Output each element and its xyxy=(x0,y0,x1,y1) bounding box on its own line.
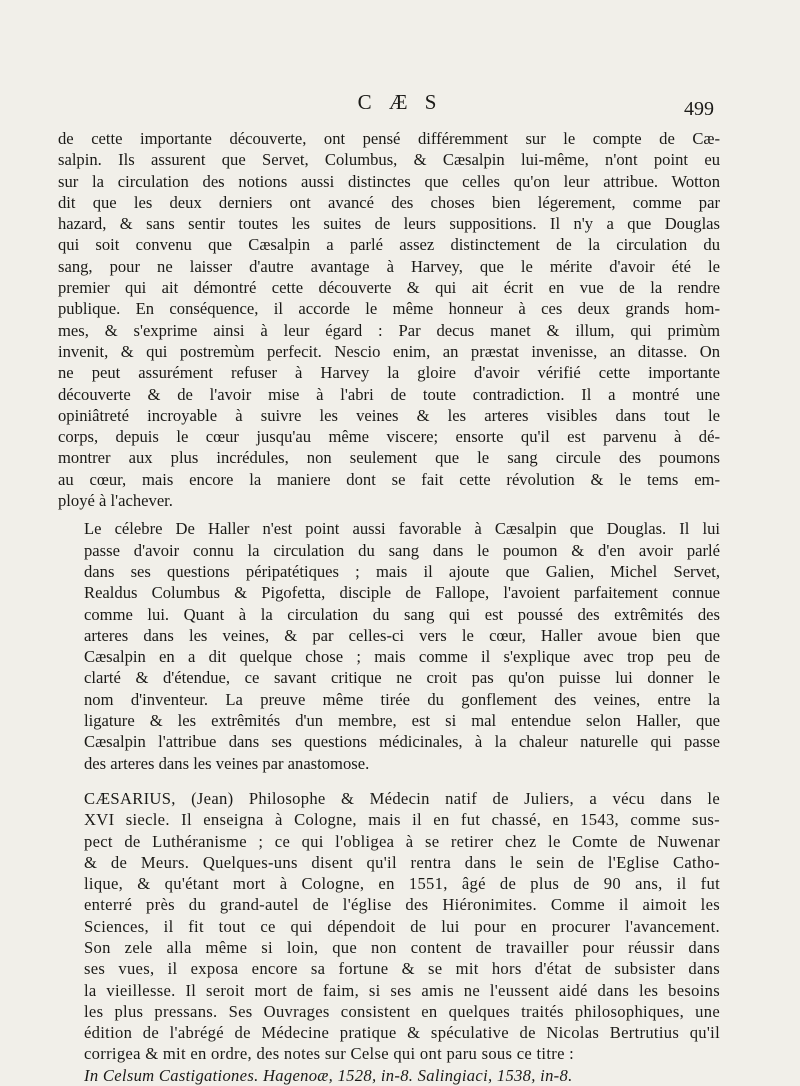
text-line: de cette importante découverte, ont pensé différemment sur le compte de Cæ- xyxy=(58,129,720,148)
text-line: arteres dans les veines, & par celles-ci vers le cœur, Haller avoue bien que xyxy=(84,625,720,645)
text-line: sang, pour ne laisser d'autre avantage à Harvey, que le mérite d'avoir été le xyxy=(58,256,720,276)
text-line: ne peut assurément refuser à Harvey la gloire d'avoir vérifié cette importante xyxy=(58,363,720,383)
text-line: salpin. Ils assurent que Servet, Columbus, & Cæsalpin lui-même, n'ont point eu xyxy=(58,150,720,170)
running-head: C Æ S xyxy=(357,90,443,114)
text-line: invenit, & qui postremùm perfecit. Nescio enim, an præstat invenisse, an ditasse. On xyxy=(58,341,720,361)
text-line: lique, & qu'étant mort à Cologne, en 1551, âgé de plus de 90 ans, il fut xyxy=(84,874,720,894)
text-line: Son zele alla même si loin, que non content de travailler pour réussir dans xyxy=(84,937,720,957)
text-line: Realdus Columbus & Pigofetta, disciple de Fallope, l'avoient parfaitement connue xyxy=(84,583,720,603)
text-line: les plus pressans. Ses Ouvrages consistent en quelques traités philosophiques, une xyxy=(84,1001,720,1021)
text-line: Cæsalpin l'attribue dans ses questions médicinales, à la chaleur naturelle qui passe xyxy=(84,732,720,752)
page-header xyxy=(0,90,800,120)
text-line: clarté & d'étendue, ce savant critique ne croit pas qu'on puisse lui donner le xyxy=(84,668,720,688)
text-line: dans ses questions péripatétiques ; mais il ajoute que Galien, Michel Servet, xyxy=(84,561,720,581)
text-line: comme lui. Quant à la circulation du sang qui est poussé des extrêmités des xyxy=(84,604,720,624)
text-line: ployé à l'achever. xyxy=(58,491,173,511)
text-line: découverte & de l'avoir mise à l'abri de toute contradiction. Il a montré une xyxy=(58,384,720,404)
text-line: montrer aux plus incrédules, non seulement que le sang circule des poumons xyxy=(58,448,720,468)
text-line: sur la circulation des notions aussi distinctes que celles qu'on leur attribue. Wotton xyxy=(58,171,720,191)
text-line: au cœur, mais encore la maniere dont se fait cette révolution & le tems em- xyxy=(58,469,720,489)
text-line: pect de Luthéranisme ; ce qui l'obligea à se retirer chez le Comte de Nuwenar xyxy=(84,831,720,851)
text-line: Sciences, il fit tout ce qui dépendoit de lui pour en procurer l'avancement. xyxy=(84,916,720,936)
text-line: hazard, & sans sentir toutes les suites de leurs suppositions. Il n'y a que Douglas xyxy=(58,214,720,234)
paragraph-continuation xyxy=(58,128,720,511)
text-line: la vieillesse. Il seroit mort de faim, si ses amis ne l'eussent aidé dans les besoins xyxy=(84,980,720,1000)
text-line: dit que les deux derniers ont avancé des choses bien légerement, comme par xyxy=(58,192,720,212)
text-line: ligature & les extrêmités d'un membre, est si mal entendue selon Haller, que xyxy=(84,711,720,731)
bibliographic-citation: In Celsum Castigationes. Hagenoæ, 1528, in-8. Salingiaci, 1538, in-8. xyxy=(84,1065,573,1085)
entry-caesarius xyxy=(58,788,720,1086)
text-line: premier qui ait démontré cette découverte & qui ait écrit en vue de la rendre xyxy=(58,278,720,298)
text-line: opiniâtreté incroyable à suivre les veines & les arteres visibles dans tout le xyxy=(58,405,720,425)
text-line: corrigea & mit en ordre, des notes sur Celse qui ont paru sous ce titre : xyxy=(84,1044,575,1064)
text-line: CÆSARIUS, (Jean) Philosophe & Médecin natif de Juliers, a vécu dans le xyxy=(84,788,720,808)
body-text xyxy=(58,128,720,1086)
text-line: enterré près du grand-autel de l'église des Hiéronimites. Comme il aimoit les xyxy=(84,895,720,915)
text-line: publique. En conséquence, il accorde le même honneur à ces deux grands hom- xyxy=(58,299,720,319)
text-line: Cæsalpin en a dit quelque chose ; mais comme il s'explique avec trop peu de xyxy=(84,647,720,667)
text-line: Le célebre De Haller n'est point aussi favorable à Cæsalpin que Douglas. Il lui xyxy=(84,519,720,539)
text-line: passe d'avoir connu la circulation du sang dans le poumon & d'en avoir parlé xyxy=(84,540,720,560)
text-line: ses vues, il exposa encore sa fortune & se mit hors d'état de subsister dans xyxy=(84,959,720,979)
page-number: 499 xyxy=(684,98,714,120)
text-line: édition de l'abrégé de Médecine pratique & spéculative de Nicolas Bertrutius qu'il xyxy=(84,1023,720,1043)
text-line: nom d'inventeur. La preuve même tirée du gonflement des veines, entre la xyxy=(84,689,720,709)
text-line: mes, & s'exprime ainsi à leur égard : Par decus manet & illum, qui primùm xyxy=(58,320,720,340)
text-line: XVI siecle. Il enseigna à Cologne, mais il en fut chassé, en 1543, comme sus- xyxy=(84,810,720,830)
text-line: corps, depuis le cœur jusqu'au même viscere; ensorte qu'il est parvenu à dé- xyxy=(58,427,720,447)
text-line: des arteres dans les veines par anastomose. xyxy=(84,753,370,773)
text-line: & de Meurs. Quelques-uns disent qu'il rentra dans le sein de l'Eglise Catho- xyxy=(84,852,720,872)
paragraph-haller xyxy=(58,518,720,774)
text-line: qui soit convenu que Cæsalpin a parlé assez distinctement de la circulation du xyxy=(58,235,720,255)
